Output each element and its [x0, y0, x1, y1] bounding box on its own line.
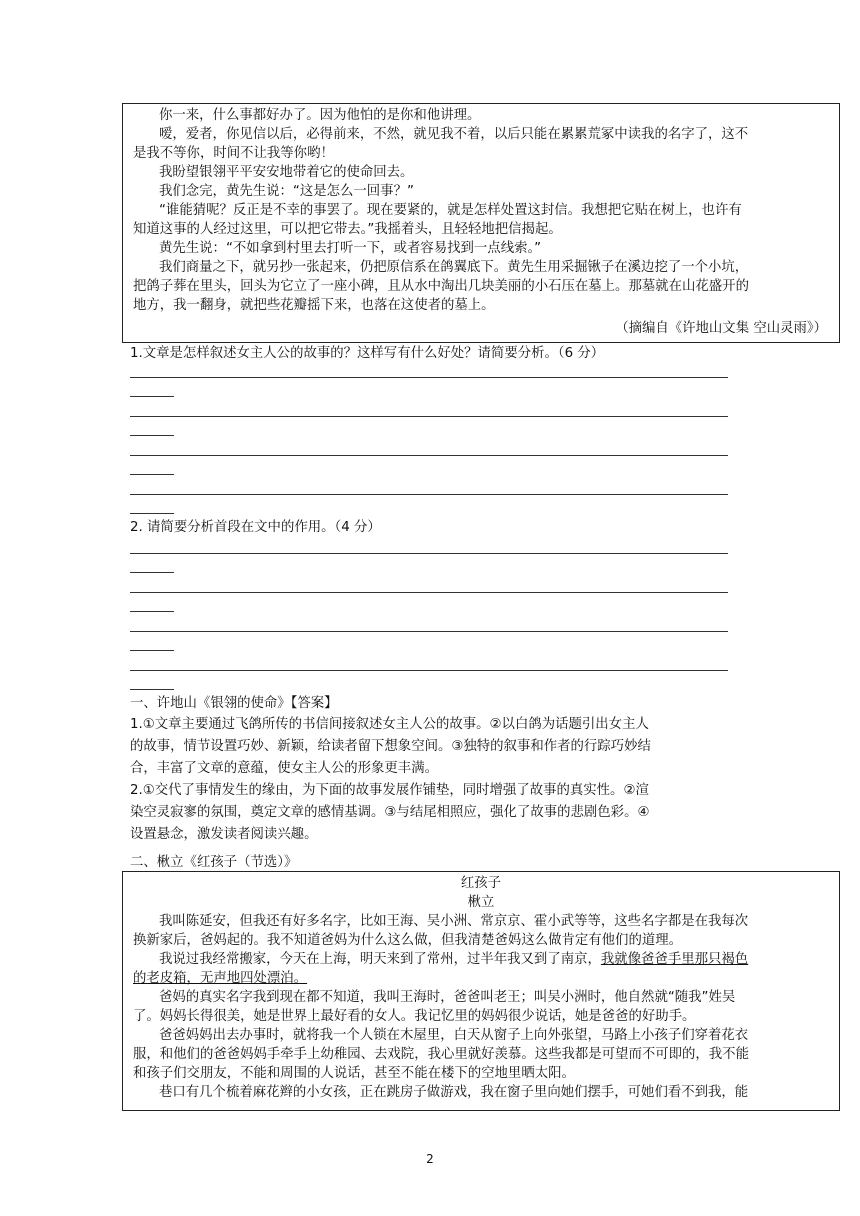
passage-line: 嗳，爱者，你见信以后，必得前来，不然，就见我不着，以后只能在累累荒冢中读我的名字了，这不	[159, 127, 749, 142]
answer-line-text: 合，丰富了文章的意蕴，使女主人公的形象更丰满。	[130, 761, 438, 776]
answer-line[interactable]	[130, 670, 728, 671]
answer-line[interactable]	[130, 435, 174, 436]
answer-line-text: 1.①文章主要通过飞鸽所传的书信间接叙述女主人公的故事。②以白鸽为话题引出女主人	[130, 717, 649, 732]
passage-line: 巷口有几个梳着麻花辫的小女孩，正在跳房子做游戏，我在窗子里向她们摆手，可她们看不到我，能	[159, 1085, 749, 1100]
passage-line: 和孩子们交朋友，不能和周围的人说话，甚至不能在楼下的空地里晒太阳。	[133, 1066, 575, 1081]
passage-line: 黄先生说：“不如拿到村里去打听一下，或者容易找到一点线索。”	[159, 241, 542, 256]
answer-line[interactable]	[130, 631, 728, 632]
passage-line	[133, 950, 748, 969]
passage-line: 地方，我一翻身，就把些花瓣摇下来，也落在这使者的墓上。	[133, 298, 495, 313]
answer-line[interactable]	[130, 592, 728, 593]
answer-line[interactable]	[130, 553, 728, 554]
answer-line-text: 设置悬念，激发读者阅读兴趣。	[130, 827, 318, 842]
passage-box-2	[122, 871, 840, 1111]
passage-line: 我们念完，黄先生说：“这是怎么一回事？”	[159, 184, 414, 199]
passage-line: 我们商量之下，就另抄一张起来，仍把原信系在鸽翼底下。黄先生用采掘锹子在溪边挖了一个小坑，	[159, 260, 749, 275]
passage-line: 爸爸妈妈出去办事时，就将我一个人锁在木屋里，白天从窗子上向外张望，马路上小孩子们穿着花衣	[159, 1028, 749, 1043]
answer-title: 一、许地山《银翎的使命》【答案】	[130, 696, 338, 711]
answer-line[interactable]	[130, 513, 174, 514]
passage-line: “谁能猜呢？反正是不幸的事罢了。现在要紧的，就是怎样处置这封信。我想把它贴在树上，也许有	[159, 203, 742, 218]
answer-line[interactable]	[130, 611, 174, 612]
answer-line[interactable]	[130, 494, 728, 495]
passage-line: 把鸽子葬在里头，回头为它立了一座小碑，且从水中淘出几块美丽的小石压在墓上。那墓就在山花盛开的	[133, 279, 749, 294]
answer-line[interactable]	[130, 572, 174, 573]
section-heading: 二、楸立《红孩子（节选）》	[130, 855, 298, 870]
passage-line: 你一来，什么事都好办了。因为他怕的是你和他讲理。	[159, 108, 481, 123]
answer-line[interactable]	[130, 689, 174, 690]
answer-line[interactable]	[130, 650, 174, 651]
passage-line: 是我不等你，时间不让我等你哟！	[133, 146, 334, 161]
answer-line-text: 2.①交代了事情发生的缘由，为下面的故事发展作铺垫，同时增强了故事的真实性。②渲	[130, 783, 649, 798]
answer-line[interactable]	[130, 416, 728, 417]
passage-text: 我说过我经常搬家，今天在上海，明天来到了常州，过半年我又到了南京，	[159, 952, 601, 967]
answer-line-text: 的故事，情节设置巧妙、新颖，给读者留下想象空间。③独特的叙事和作者的行踪巧妙结	[130, 739, 651, 754]
passage-author: 楸立	[467, 895, 495, 910]
passage-source: （摘编自《许地山文集 空山灵雨》）	[615, 321, 827, 336]
question-1: 1.文章是怎样叙述女主人公的故事的？这样写有什么好处？请简要分析。（6 分）	[130, 346, 605, 361]
page-number: 2	[426, 1152, 434, 1166]
passage-box-1	[122, 103, 840, 343]
passage-line: 了。妈妈长得很美，她是世界上最好看的女人。我记忆里的妈妈很少说话，她是爸爸的好助手。	[133, 1009, 696, 1024]
passage-line: 服，和他们的爸爸妈妈手牵手上幼稚园、去戏院，我心里就好羡慕。这些我都是可望而不可即的，我不能	[133, 1047, 749, 1062]
answer-line[interactable]	[130, 455, 728, 456]
question-2: 2. 请简要分析首段在文中的作用。（4 分）	[130, 520, 381, 535]
passage-line: 爸妈的真实名字我到现在都不知道，我叫王海时，爸爸叫老王；叫吴小洲时，他自然就“随我”姓吴	[159, 990, 736, 1005]
answer-line[interactable]	[130, 474, 174, 475]
passage-title: 红孩子	[460, 876, 502, 891]
passage-line: 换新家后，爸妈起的。我不知道爸妈为什么这么做，但我清楚爸妈这么做肯定有他们的道理。	[133, 933, 683, 948]
passage-line: 我盼望银翎平平安安地带着它的使命回去。	[159, 165, 414, 180]
underlined-text: 我就像爸爸手里那只褐色	[600, 952, 749, 967]
passage-line: 知道这事的人经过这里，可以把它带去。”我摇着头，且轻轻地把信揭起。	[133, 222, 562, 237]
answer-line[interactable]	[130, 377, 728, 378]
answer-line-text: 染空灵寂寥的氛围，奠定文章的感情基调。③与结尾相照应，强化了故事的悲剧色彩。④	[130, 805, 650, 820]
underlined-text: 的老皮箱，无声地四处漂泊。	[133, 971, 308, 986]
answer-line[interactable]	[130, 396, 174, 397]
passage-line: 我叫陈延安，但我还有好多名字，比如王海、吴小洲、常京京、霍小武等等，这些名字都是在我每次	[159, 914, 749, 929]
